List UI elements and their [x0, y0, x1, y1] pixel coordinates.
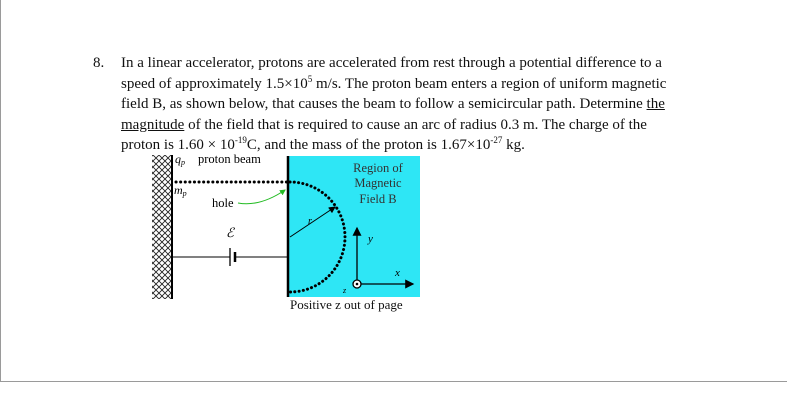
mass-text: C, and the mass of the proton is 1.67×10	[246, 137, 491, 153]
radius-label: r	[308, 216, 312, 227]
underlined-the: the	[646, 96, 665, 112]
region-label-line-1: Region of	[353, 161, 403, 175]
question-line-3	[121, 94, 721, 115]
z-axis-dot	[356, 283, 359, 286]
charge-text: proton is 1.60 × 10	[121, 137, 235, 153]
z-axis-label: z	[343, 286, 347, 295]
speed-exponent: 5	[307, 73, 313, 84]
emf-symbol: ℰ	[226, 225, 234, 240]
hatched-wall	[152, 155, 172, 299]
charge-exponent: -19	[234, 135, 247, 145]
speed-unit-text: m/s. The proton beam enters a region of uniform magnetic	[312, 75, 667, 92]
hole-pointer-arrow	[238, 190, 285, 204]
speed-text: speed of approximately 1.5×10	[121, 75, 308, 92]
mass-exponent: -27	[490, 135, 503, 145]
region-label-line-2: Magnetic	[354, 176, 402, 190]
question-number: 8.	[93, 55, 105, 71]
accelerator-figure	[150, 152, 425, 302]
charge-symbol: qp	[175, 152, 185, 167]
question-line-4	[121, 115, 721, 136]
x-axis-label: x	[395, 267, 400, 279]
figure-caption: Positive z out of page	[290, 297, 403, 312]
mass-symbol: mp	[174, 183, 187, 198]
radius-text: of the field that is required to cause an arc of radius 0.3 m. The charge of the	[184, 116, 647, 133]
question-line-2	[121, 74, 721, 95]
proton-beam-label: proton beam	[198, 152, 261, 166]
region-label-line-3: Field B	[359, 192, 397, 206]
y-axis-label: y	[368, 233, 373, 245]
field-text: field B, as shown below, that causes the beam to follow a semicircular path. Determine	[121, 96, 647, 112]
mass-unit-text: kg.	[502, 137, 525, 153]
underlined-magnitude: magnitude	[121, 116, 185, 133]
hole-label: hole	[212, 196, 234, 210]
question-line-1: In a linear accelerator, protons are accelerated from rest through a potential difference to a	[121, 55, 662, 71]
question-text	[121, 53, 721, 156]
